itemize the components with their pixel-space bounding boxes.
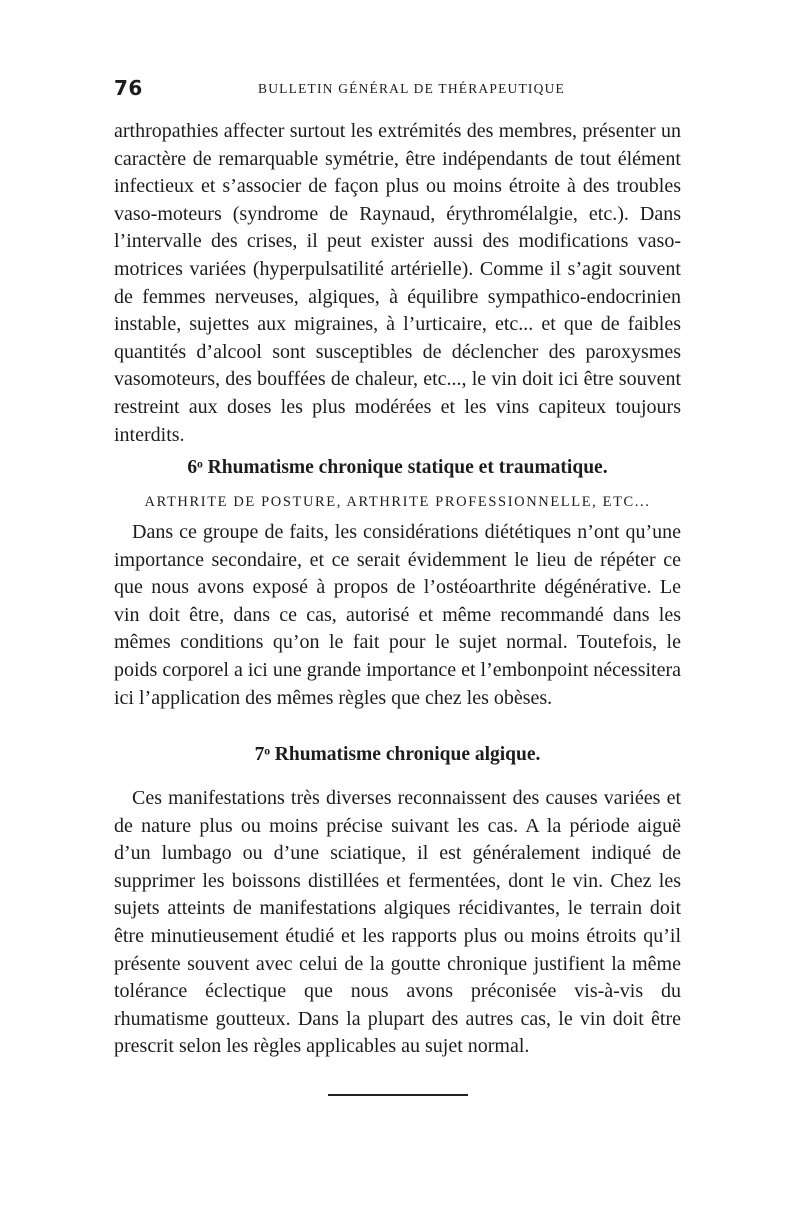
running-head: BULLETIN GÉNÉRAL DE THÉRAPEUTIQUE — [258, 81, 565, 96]
closing-rule — [328, 1094, 468, 1096]
page-header — [114, 76, 681, 106]
paragraph-statique: Dans ce groupe de faits, les considérations diététiques n’ont qu’une importance secondaire, et ce serait évidemment le lieu de répéter ce que nous avons exposé à propos de l’ostéoarthrite dégénérative. Le vin doit être, dans ce cas, autorisé et même recommandé dans les mêmes conditions qu’on le fait pour le sujet normal. Toutefois, le poids corporel a ici une grande importance et l’embonpoint nécessitera ici l’application des mêmes règles que chez les obèses. — [114, 521, 682, 709]
paragraph-arthropathies: arthropathies affecter surtout les extrémités des membres, présenter un caractère de remarquable symétrie, être indépendants de tout élément infectieux et s’associer de façon plus ou moins étroite à des troubles vaso-moteurs (syndrome de Raynaud, érythromélalgie, etc.). Dans l’intervalle des crises, il peut exister aussi des modifications vaso-motrices variées (hyperpulsatilité artérielle). Comme il s’agit souvent de femmes nerveuses, algiques, à équilibre sympathico-endocrinien instable, sujettes aux migraines, à l’urticaire, etc... et que de faibles quantités d’alcool sont susceptibles de déclencher des paroxysmes vasomoteurs, des bouffées de chaleur, etc..., le vin doit ici être souvent restreint aux doses les plus modérées et les vins capiteux toujours interdits. — [114, 120, 681, 446]
section-heading-6: 6ᵒ Rhumatisme chronique statique et traumatique. — [187, 457, 608, 478]
page-number: 76 — [114, 76, 143, 100]
paragraph-algique: Ces manifestations très diverses reconnaissent des causes variées et de nature plus ou moins précise suivant les cas. A la période aiguë d’un lumbago ou d’une sciatique, il est généralement indiqué de supprimer les boissons distillées et fermentées, dont le vin. Chez les sujets atteints de manifestations algiques récidivantes, le terrain doit être minutieusement étudié et les rapports plus ou moins étroits qu’il présente souvent avec celui de la goutte chronique justifient la même tolérance éclectique que nous avons préconisée vis-à-vis du rhumatisme goutteux. Dans la plupart des autres cas, le vin doit être prescrit selon les règles applicables au sujet normal. — [114, 787, 681, 1058]
section-heading-7: 7ᵒ Rhumatisme chronique algique. — [254, 744, 541, 765]
section-subheading-6: ARTHRITE DE POSTURE, ARTHRITE PROFESSIONNELLE, ETC... — [144, 494, 651, 510]
